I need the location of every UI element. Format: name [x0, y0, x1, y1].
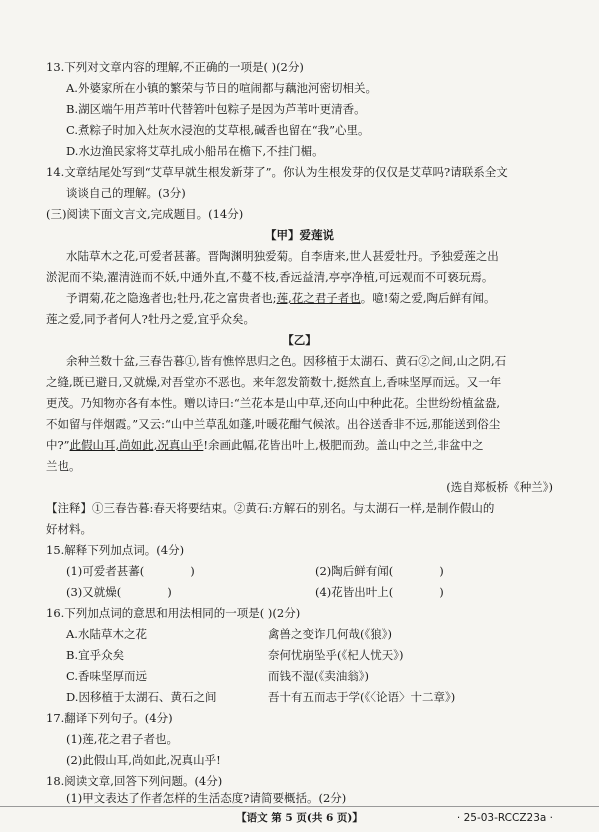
q15-item2: (2)陶后鲜有闻( )	[315, 564, 444, 578]
jia-title: 【甲】爱莲说	[265, 228, 334, 242]
q18-sub1: (1)甲文表达了作者怎样的生活态度?请简要概括。(2分)	[66, 791, 347, 805]
jia-line3	[66, 291, 496, 306]
yi-line5-underlined: 此假山耳,尚如此,况真山乎	[69, 438, 204, 452]
yi-line2: 之缝,既已避日,又就燥,对吾堂亦不恶也。来年忽发箭数十,挺然直上,香味坚厚而远。又一年	[46, 375, 502, 389]
footer-code: · 25-03-RCCZ23a ·	[456, 812, 553, 824]
yi-line4: 不如留与伴烟霞。”又云:“山中兰草乱如蓬,叶暖花酣气候浓。出谷送香非不远,那能送到俗尘	[46, 417, 501, 431]
footer-page-label: 【语文 第 5 页(共 6 页)】	[236, 812, 363, 824]
q13-option-d: D.水边渔民家将艾草扎成小船吊在檐下,不挂门楣。	[66, 144, 324, 158]
q16-b-left: B.宜乎众矣	[66, 648, 125, 662]
q17-sentence1: (1)莲,花之君子者也。	[66, 732, 178, 746]
jia-line1: 水陆草木之花,可爱者甚蕃。晋陶渊明独爱菊。自李唐来,世人甚爱牡丹。予独爱莲之出	[66, 249, 499, 263]
yi-line1: 余种兰数十盆,三春告暮①,皆有憔悴思归之色。因移植于太湖石、黄石②之间,山之阴,石	[66, 354, 507, 368]
q17-stem: 17.翻译下列句子。(4分)	[46, 711, 173, 725]
q16-b-right: 奈何忧崩坠乎(《杞人忧天》)	[268, 648, 404, 662]
yi-line5	[46, 438, 483, 453]
q14-line1: 14.文章结尾处写到“艾草早就生根发新芽了”。你认为生根发芽的仅仅是艾草吗?请联系全文	[46, 165, 508, 179]
q16-c-left: C.香味坚厚而远	[66, 669, 148, 683]
note-line1: 【注释】①三春告暮:春天将要结束。②黄石:方解石的别名。与太湖石一样,是制作假山的	[46, 501, 495, 515]
q13-stem: 13.下列对文章内容的理解,不正确的一项是( )(2分)	[46, 60, 304, 74]
q16-stem: 16.下列加点词的意思和用法相同的一项是( )(2分)	[46, 606, 301, 620]
yi-title: 【乙】	[282, 333, 317, 347]
yi-line6: 兰也。	[46, 459, 81, 473]
note-line2: 好材料。	[46, 522, 92, 536]
q18-stem: 18.阅读文章,回答下列问题。(4分)	[46, 774, 223, 788]
q15-item4: (4)花皆出叶上( )	[315, 585, 444, 599]
q13-option-b: B.湖区端午用芦苇叶代替箬叶包粽子是因为芦苇叶更清香。	[66, 102, 366, 116]
q13-option-c: C.煮粽子时加入灶灰水浸泡的艾草根,碱香也留在“我”心里。	[66, 123, 370, 137]
jia-line2: 淤泥而不染,濯清涟而不妖,中通外直,不蔓不枝,香远益清,亭亭净植,可远观而不可亵玩焉。	[46, 270, 494, 284]
jia-line3-post: 。噫!菊之爱,陶后鲜有闻。	[360, 291, 496, 305]
q16-d-left: D.因移植于太湖石、黄石之间	[66, 690, 217, 704]
q13-option-a: A.外婆家所在小镇的繁荣与节日的喧闹都与藕池河密切相关。	[66, 81, 377, 95]
q15-item1: (1)可爱者甚蕃( )	[66, 564, 195, 578]
footer-divider	[0, 806, 599, 807]
yi-line5-pre: 中?”	[46, 438, 70, 452]
q16-a-right: 禽兽之变诈几何哉(《狼》)	[268, 627, 392, 641]
yi-source: (选自郑板桥《种兰》)	[446, 480, 553, 494]
q16-c-right: 而钱不湿(《卖油翁》)	[268, 669, 369, 683]
q15-item3: (3)又就燥( )	[66, 585, 172, 599]
jia-line3-underlined: 莲,花之君子者也	[276, 291, 361, 305]
yi-line5-post: !余画此幅,花皆出叶上,极肥而劲。盖山中之兰,非盆中之	[203, 438, 484, 452]
jia-line4: 莲之爱,同予者何人?牡丹之爱,宜乎众矣。	[46, 312, 255, 326]
q15-stem: 15.解释下列加点词。(4分)	[46, 543, 185, 557]
q14-line2: 谈谈自己的理解。(3分)	[66, 186, 186, 200]
q16-a-left: A.水陆草木之花	[66, 627, 147, 641]
yi-line3: 更茂。乃知物亦各有本性。赠以诗曰:“兰花本是山中草,还向山中种此花。尘世纷纷植盆盎,	[46, 396, 501, 410]
jia-line3-pre: 予谓菊,花之隐逸者也;牡丹,花之富贵者也;	[66, 291, 277, 305]
section3-heading: (三)阅读下面文言文,完成题目。(14分)	[46, 207, 244, 221]
q17-sentence2: (2)此假山耳,尚如此,况真山乎!	[66, 753, 221, 767]
q16-d-right: 吾十有五而志于学(《〈论语〉十二章》)	[268, 690, 456, 704]
